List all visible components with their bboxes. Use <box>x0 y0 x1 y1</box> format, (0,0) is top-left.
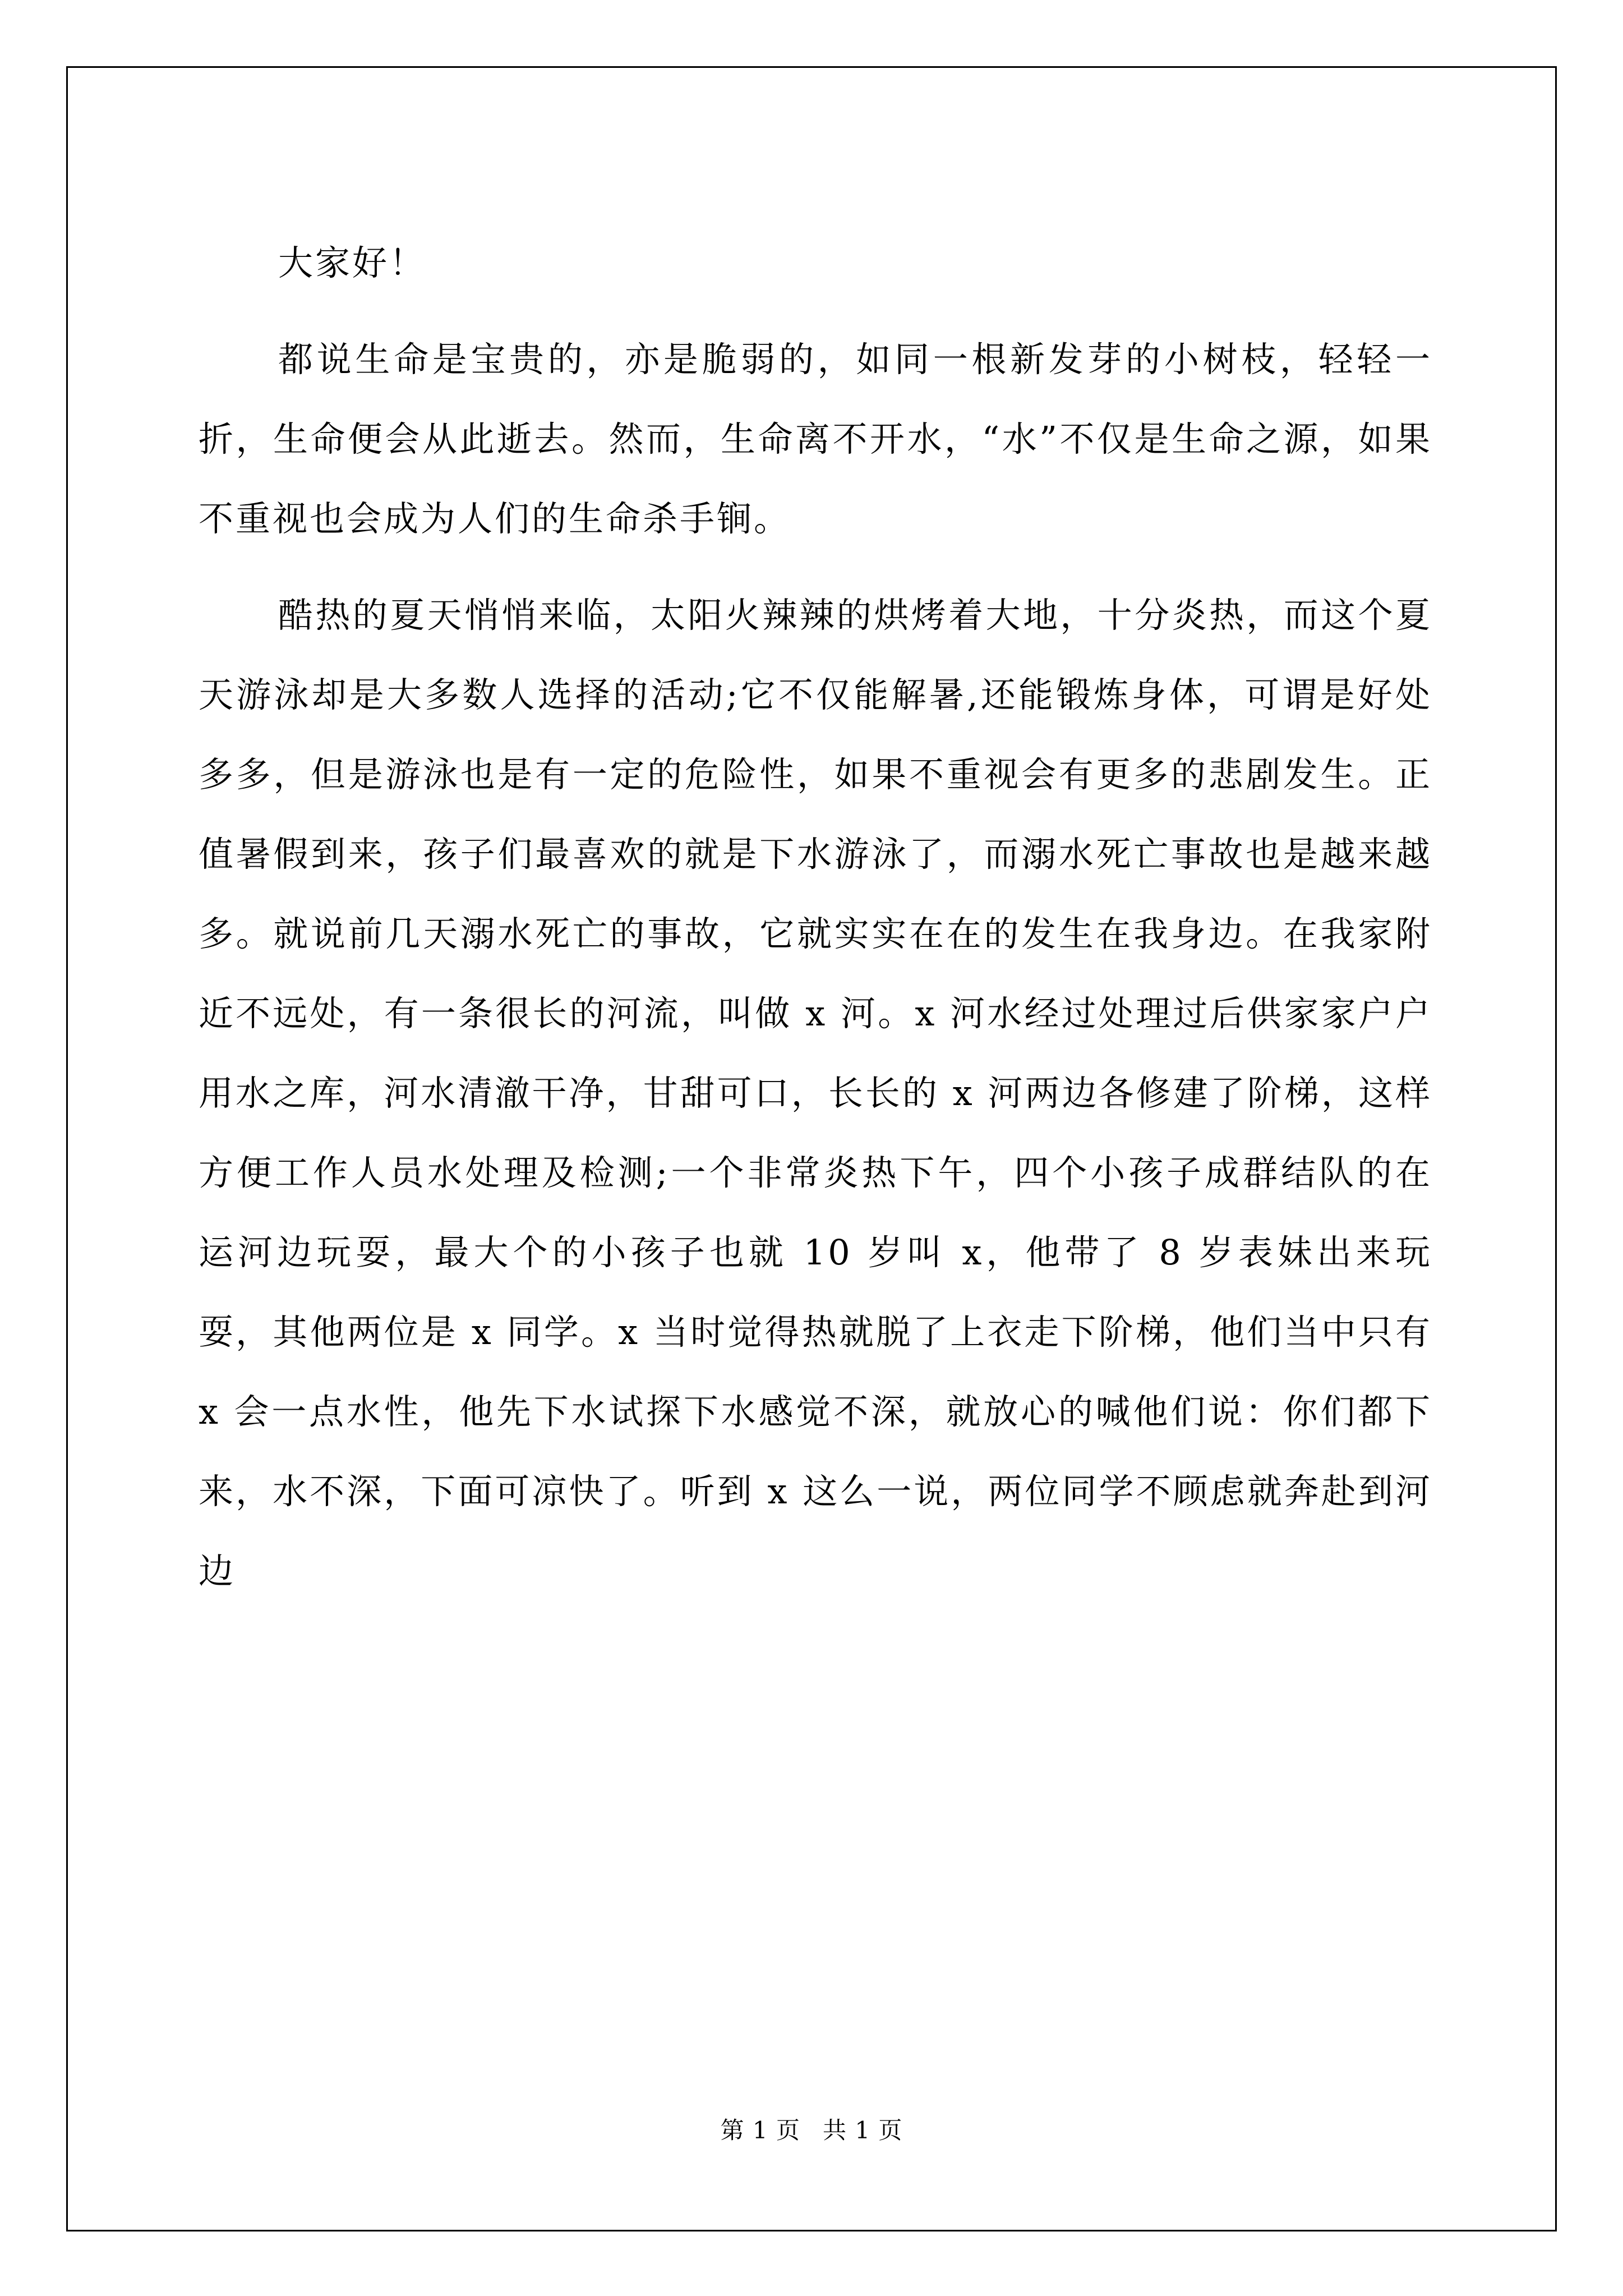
page-number: 第 1 页 <box>720 2116 800 2144</box>
paragraph-life-and-water: 都说生命是宝贵的，亦是脆弱的，如同一根新发芽的小树枝，轻轻一折，生命便会从此逝去。然而，生命离不开水，“水”不仅是生命之源，如果不重视也会成为人们的生命杀手锏。 <box>199 339 1432 539</box>
page-total: 共 1 页 <box>823 2116 903 2144</box>
paragraph-greeting: 大家好！ <box>278 242 427 283</box>
paragraph-summer-swimming: 酷热的夏天悄悄来临，太阳火辣辣的烘烤着大地，十分炎热，而这个夏天游泳却是大多数人选择的活动;它不仅能解暑,还能锻炼身体，可谓是好处多多，但是游泳也是有一定的危险性，如果不重视会有更多的悲剧发生。正值暑假到来，孩子们最喜欢的就是下水游泳了，而溺水死亡事故也是越来越多。就说前几天溺水死亡的事故，它就实实在在的发生在我身边。在我家附近不远处，有一条很长的河流，叫做 x 河。x 河水经过处理过后供家家户户用水之库，河水清澈干净，甘甜可口，长长的 x 河两边各修建了阶梯，这样方便工作人员水处理及检测;一个非常炎热下午，四个小孩子成群结队的在运河边玩耍，最大个的小孩子也就 10 岁叫 x，他带了 8 岁表妹出来玩耍，其他两位是 x 同学。x 当时觉得热就脱了上衣走下阶梯，他们当中只有 x 会一点水性，他先下水试探下水感觉不深，就放心的喊他们说：你们都下来，水不深，下面可凉快了。听到 x 这么一说，两位同学不顾虑就奔赴到河边 <box>199 595 1432 1591</box>
page-footer <box>0 2114 1623 2147</box>
document-body <box>199 223 1432 1611</box>
